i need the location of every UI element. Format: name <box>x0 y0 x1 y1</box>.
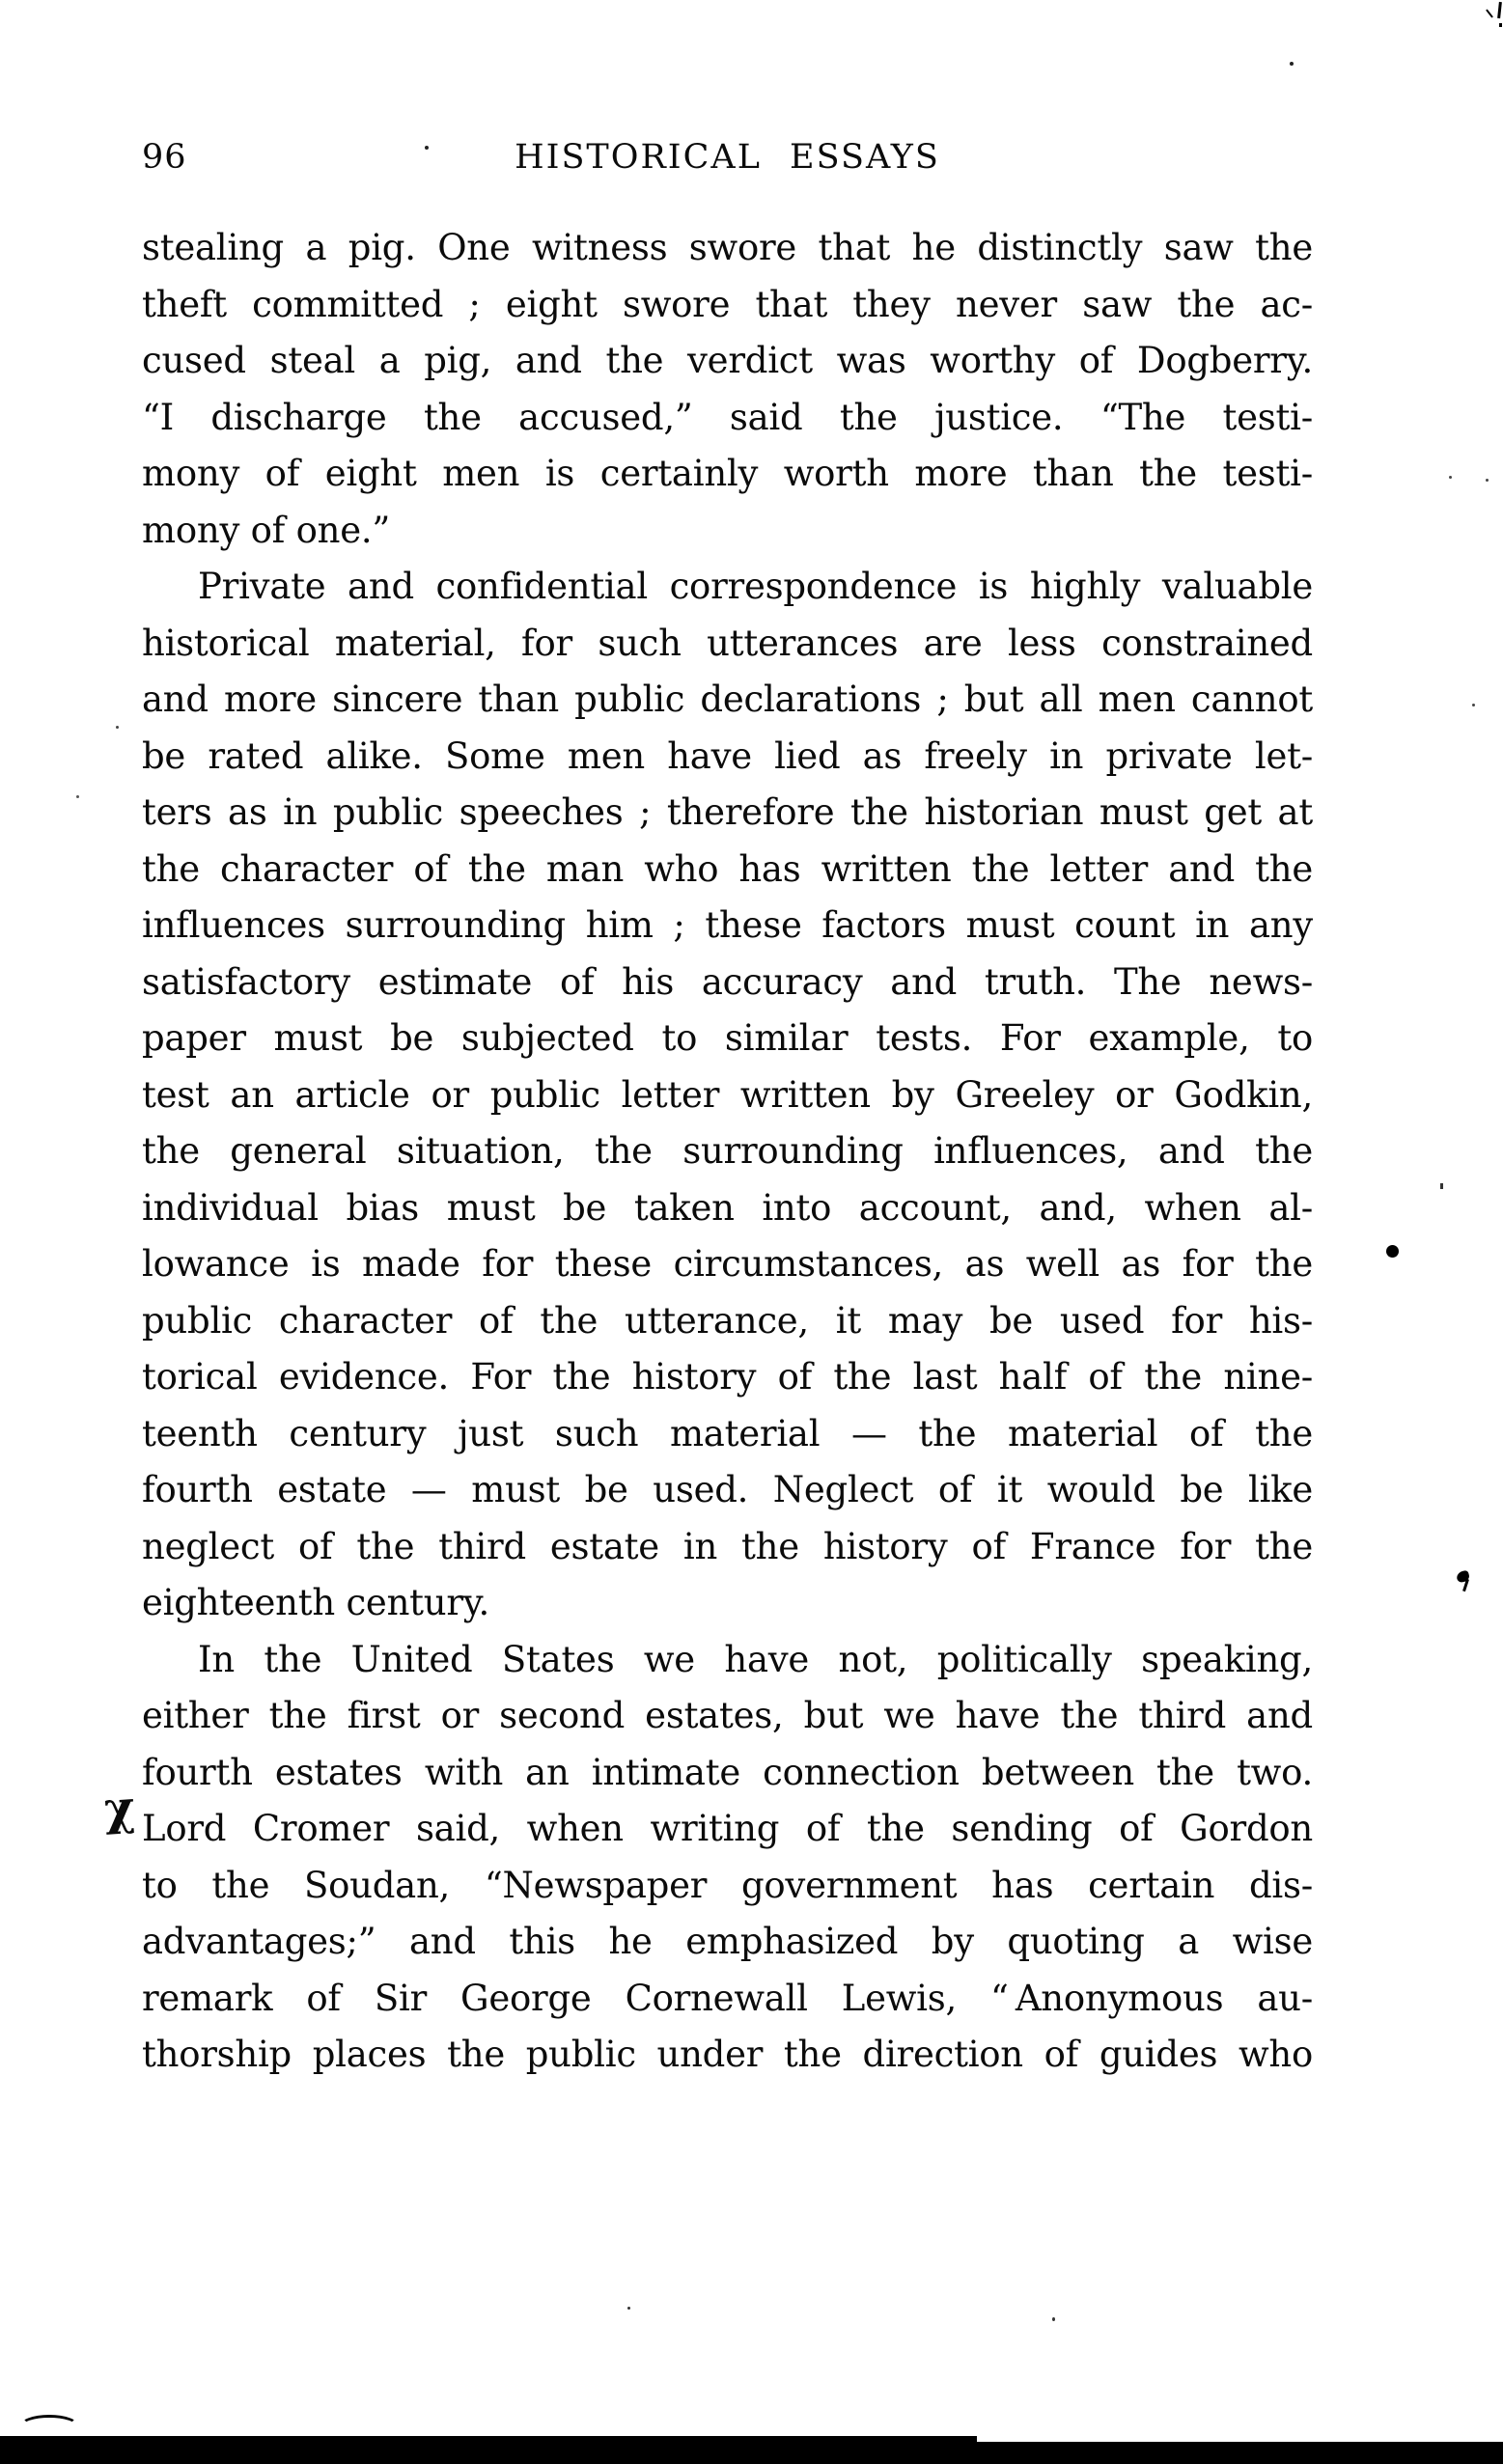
text-line: stealing a pig. One witness swore that he distinctly saw the <box>142 227 1313 268</box>
text-line: Lord Cromer said, when writing of the sending of Gordon <box>142 1808 1313 1849</box>
text-line: teenth century just such material — the material of the <box>142 1412 1313 1454</box>
text-line: eighteenth century. <box>142 1582 490 1623</box>
page-number: 96 <box>142 138 187 177</box>
scan-speck <box>1449 476 1452 479</box>
text-line: and more sincere than public declarations ; but all men cannot <box>142 678 1313 720</box>
text-line: remark of Sir George Cornewall Lewis, “ Anonymous au- <box>142 1977 1313 2019</box>
scan-speck <box>1052 2317 1055 2321</box>
running-header <box>142 135 1313 180</box>
scan-speck <box>1486 479 1489 482</box>
scan-edge-bar-left <box>0 2436 977 2464</box>
scan-speck <box>627 2307 630 2310</box>
text-line: neglect of the third estate in the history of France for the <box>142 1525 1313 1567</box>
body-text-block <box>142 220 1313 2084</box>
text-line: torical evidence. For the history of the last half of the nine- <box>142 1356 1313 1398</box>
text-line: ters as in public speeches ; therefore the historian must get at <box>142 791 1313 833</box>
scan-speck <box>76 795 79 798</box>
text-line: mony of eight men is certainly worth more than the testi- <box>142 453 1313 494</box>
corner-dot-stroke <box>1499 23 1502 27</box>
text-line: individual bias must be taken into account, and, when al- <box>142 1186 1313 1229</box>
corner-bar-stroke <box>1497 2 1502 18</box>
text-line: lowance is made for these circumstances, as well as for the <box>142 1243 1313 1285</box>
scan-edge-bar-right <box>977 2442 1503 2464</box>
corner-tick-stroke <box>1486 9 1493 17</box>
text-line: fourth estate — must be used. Neglect of it would be like <box>142 1469 1313 1510</box>
text-line: influences surrounding him ; these factors must count in any <box>142 904 1313 946</box>
running-title: HISTORICAL ESSAYS <box>515 138 940 177</box>
text-line: satisfactory estimate of his accuracy and truth. The news- <box>142 960 1313 1003</box>
text-line: mony of one.” <box>142 509 391 551</box>
scan-speck <box>1290 62 1294 66</box>
handwritten-x-mark: χ <box>102 1780 137 1838</box>
text-line: be rated alike. Some men have lied as freely in private let- <box>142 734 1313 777</box>
text-line: fourth estates with an intimate connection between the two. <box>142 1751 1313 1793</box>
ink-tick-artifact <box>1457 1571 1470 1594</box>
scan-speck <box>425 146 429 150</box>
text-line: either the first or second estates, but we have the third and <box>142 1695 1313 1736</box>
text-line: the character of the man who has written the letter and the <box>142 847 1313 890</box>
scan-speck <box>116 726 119 729</box>
text-line: paper must be subjected to similar tests. For example, to <box>142 1017 1313 1059</box>
text-line: thorship places the public under the direction of guides who <box>142 2034 1313 2075</box>
scan-corner-artifact <box>1485 0 1503 35</box>
text-line: In the United States we have not, politically speaking, <box>198 1638 1313 1680</box>
scan-speck <box>1472 704 1475 706</box>
text-line: public character of the utterance, it may be used for his- <box>142 1299 1313 1342</box>
scan-speck <box>1440 1183 1443 1189</box>
ink-dot-artifact <box>1386 1245 1399 1258</box>
text-line: the general situation, the surrounding influences, and the <box>142 1130 1313 1172</box>
text-line: “I discharge the accused,” said the justice. “The testi- <box>142 396 1313 438</box>
text-line: cused steal a pig, and the verdict was worthy of Dogberry. <box>142 340 1313 381</box>
text-line: advantages;” and this he emphasized by quoting a wise <box>142 1921 1313 1962</box>
text-line: Private and confidential correspondence is highly valuable <box>198 566 1313 607</box>
text-line: to the Soudan, “Newspaper government has certain dis- <box>142 1864 1313 1906</box>
text-line: theft committed ; eight swore that they never saw the ac- <box>142 283 1313 325</box>
text-line: historical material, for such utterances are less constrained <box>142 622 1313 664</box>
pen-arc-artifact <box>19 2415 79 2438</box>
text-line: test an article or public letter written by Greeley or Godkin, <box>142 1073 1313 1116</box>
